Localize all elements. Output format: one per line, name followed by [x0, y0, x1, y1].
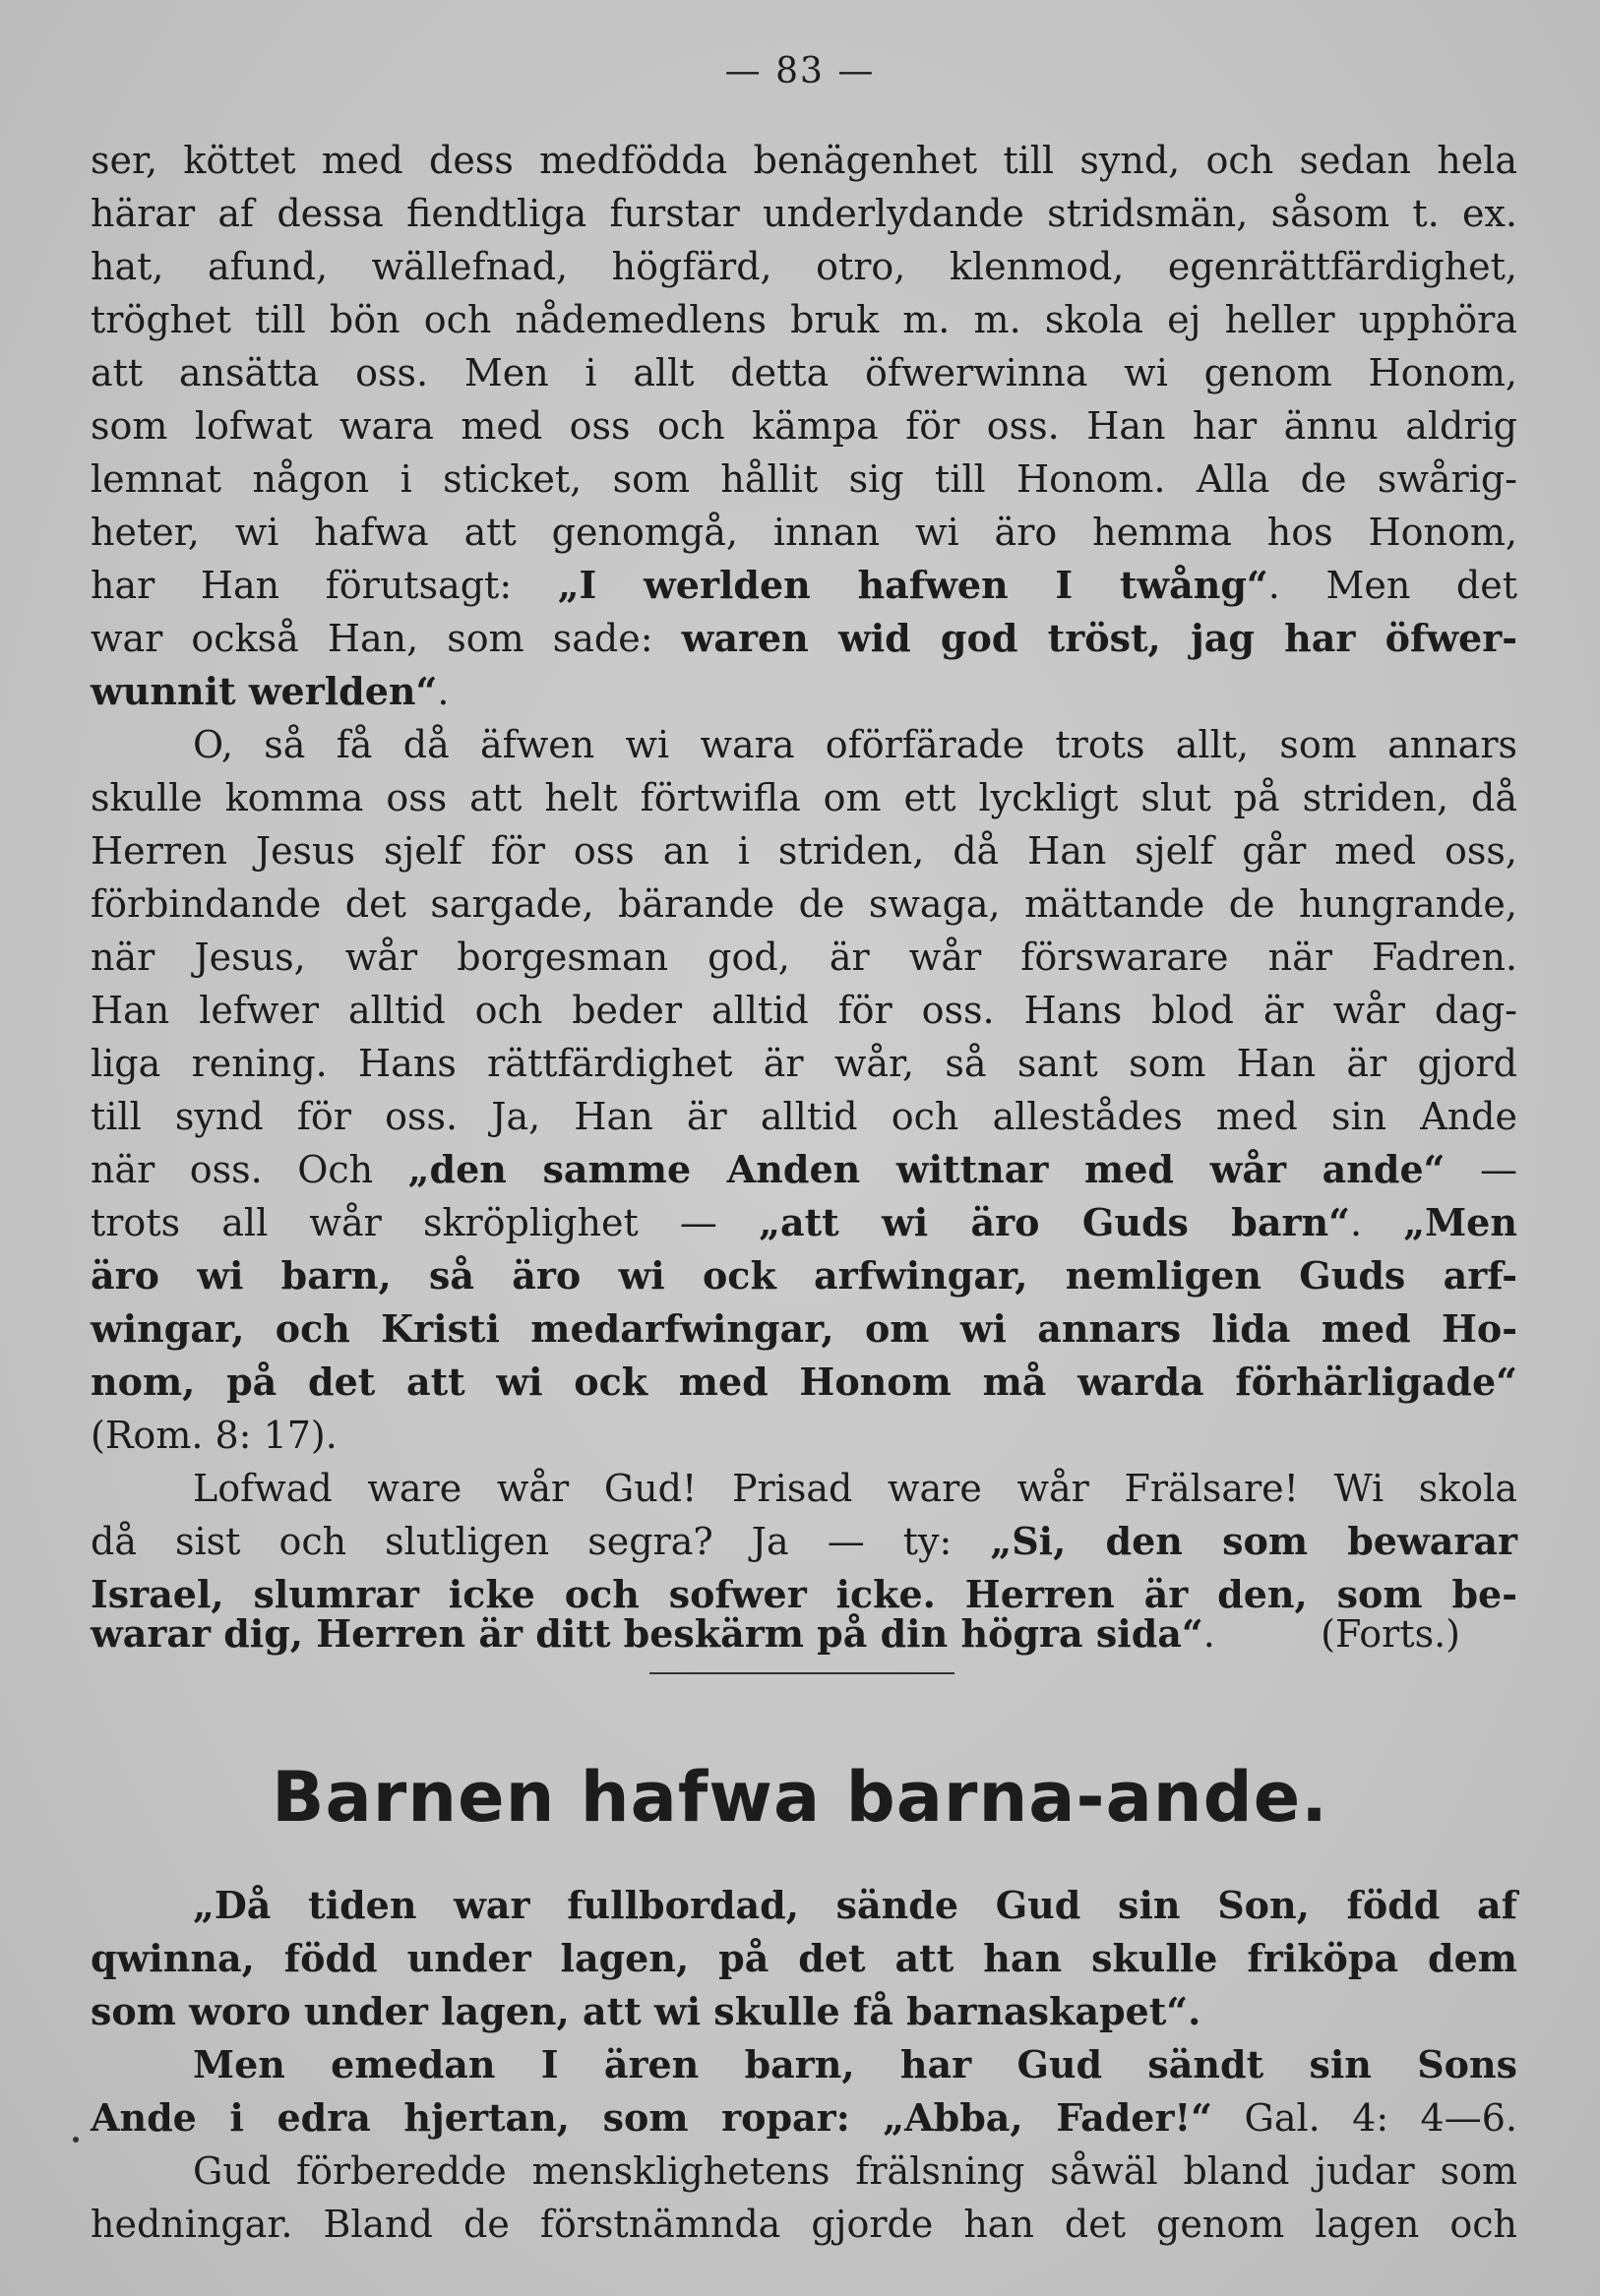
text-line: till synd för oss. Ja, Han är alltid och allestådes med sin Ande [91, 1095, 1517, 1138]
text-line: att ansätta oss. Men i allt detta öfwerwinna wi genom Honom, [91, 351, 1517, 394]
text-line: nom, på det att wi ock med Honom må warda förhärligade“ [91, 1359, 1517, 1404]
text-line: förbindande det sargade, bärande de swaga, mättande de hungrande, [91, 882, 1517, 926]
text-line: trots all wår skröplighet — „att wi äro Guds barn“. „Men [91, 1200, 1517, 1244]
text-line: warar dig, Herren är ditt beskärm på din högra sida“. [91, 1611, 1215, 1656]
text-line: Ande i edra hjertan, som ropar: „Abba, Fader!“ Gal. 4: 4—6. [91, 2095, 1517, 2140]
continued-note: (Forts.) [1321, 1612, 1460, 1656]
text-line: då sist och slutligen segra? Ja — ty: „Si, den som bewarar [91, 1519, 1517, 1563]
text-line: Gud förberedde mensklighetens frälsning såwäl bland judar som [193, 2149, 1517, 2193]
text-line: lemnat någon i sticket, som hållit sig till Honom. Alla de swårig- [91, 457, 1517, 501]
text-line: (Rom. 8: 17). [91, 1414, 338, 1457]
text-line: ser, köttet med dess medfödda benägenhet till synd, och sedan hela [91, 139, 1517, 182]
text-line: som woro under lagen, att wi skulle få barnaskapet“. [91, 1989, 1201, 2033]
text-line: Lofwad ware wår Gud! Prisad ware wår Frälsare! Wi skola [193, 1467, 1517, 1510]
text-line: Israel, slumrar icke och sofwer icke. Herren är den, som be- [91, 1572, 1517, 1616]
text-line: som lofwat wara med oss och kämpa för oss. Han har ännu aldrig [91, 404, 1517, 448]
text-line: heter, wi hafwa att genomgå, innan wi äro hemma hos Honom, [91, 511, 1517, 554]
text-line: Herren Jesus sjelf för oss an i striden, då Han sjelf går med oss, [91, 829, 1517, 873]
text-line: äro wi barn, så äro wi ock arfwingar, nemligen Guds arf- [91, 1253, 1517, 1298]
text-line: war också Han, som sade: waren wid god tröst, jag har öfwer- [91, 616, 1518, 660]
text-line: hat, afund, wällefnad, högfärd, otro, klenmod, egenrättfärdighet, [91, 245, 1517, 288]
text-line: tröghet till bön och nådemedlens bruk m. m. skola ej heller upphöra [91, 298, 1517, 341]
text-line: hedningar. Bland de förstnämnda gjorde han det genom lagen och [91, 2203, 1517, 2246]
text-line: när Jesus, wår borgesman god, är wår förswarare när Fadren. [91, 936, 1517, 979]
text-line: har Han förutsagt: „I werlden hafwen I twång“. Men det [91, 563, 1517, 607]
text-line: wingar, och Kristi medarfwingar, om wi annars lida med Ho- [91, 1306, 1517, 1351]
text-line: Men emedan I ären barn, har Gud sändt sin Sons [193, 2042, 1517, 2086]
text-line: liga rening. Hans rättfärdighet är wår, så sant som Han är gjord [91, 1042, 1517, 1085]
section-divider [649, 1672, 954, 1674]
page-number: — 83 — [724, 51, 876, 91]
text-line: härar af dessa fiendtliga furstar underlydande stridsmän, såsom t. ex. [91, 192, 1517, 235]
print-speck [73, 2137, 79, 2143]
text-line: wunnit werlden“. [91, 669, 450, 713]
text-line: qwinna, född under lagen, på det att han skulle friköpa dem [91, 1936, 1517, 1980]
text-line: „Då tiden war fullbordad, sände Gud sin Son, född af [193, 1883, 1517, 1927]
article-title: Barnen hafwa barna-ande. [272, 1757, 1328, 1838]
text-line: O, så få då äfwen wi wara oförfärade trots allt, som annars [193, 723, 1517, 766]
text-line: skulle komma oss att helt förtwifla om ett lyckligt slut på striden, då [91, 776, 1517, 819]
text-line: när oss. Och „den samme Anden wittnar med wår ande“ — [91, 1147, 1517, 1191]
text-line: Han lefwer alltid och beder alltid för oss. Hans blod är wår dag- [91, 989, 1517, 1032]
